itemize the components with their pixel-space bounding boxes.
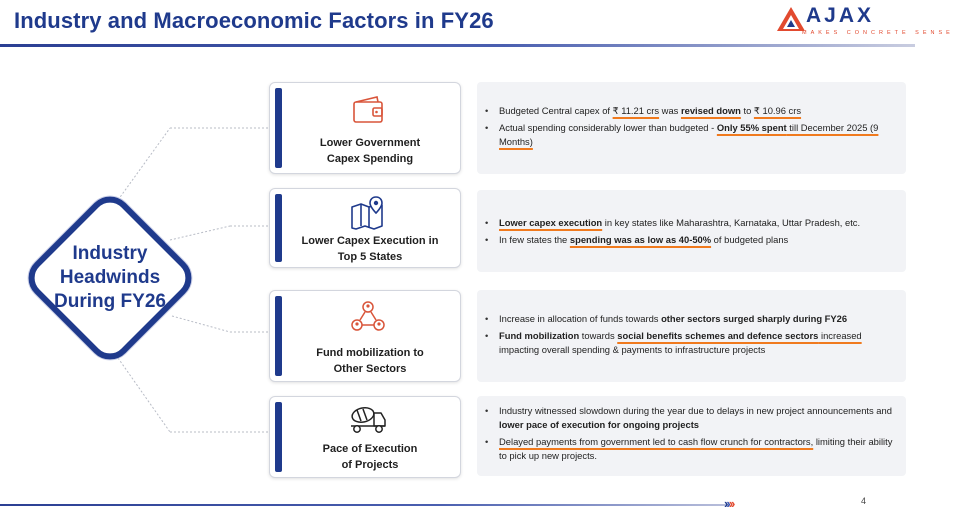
detail-panel-execution-pace [477,396,906,476]
network-people-icon [348,299,388,335]
bullet-list [497,82,896,149]
bullet-text: Actual spending considerably lower than budgeted - [499,122,717,133]
bullet-item [497,435,896,463]
bullet-text: Budgeted Central capex of [499,105,613,116]
bullet-list [497,396,896,463]
hub-label: Industry Headwinds During FY26 [54,243,166,312]
bullet-text: in key states like Maharashtra, Karnataka, Uttar Pradesh, etc. [602,217,861,228]
mixer-truck-icon [348,401,388,437]
bullet-text: ₹ 10.96 crs [753,105,802,116]
bullet-list [497,190,896,247]
detail-panel-government-capex [477,82,906,174]
bullet-item [497,312,896,326]
bullet-text: Industry witnessed slowdown during the year due to delays in new project announcements and [499,405,892,416]
bullet-text: lower pace of execution for ongoing projects [499,419,700,430]
bullet-text: Lower capex execution [499,217,603,228]
bullet-item [497,104,896,118]
logo-wordmark: AJAX [806,4,875,27]
bullet-text: Fund mobilization [499,330,580,341]
bullet-item [497,329,896,357]
card-label: Pace of Execution of Projects [322,443,418,471]
bullet-text: increased [818,330,862,341]
bullet-text: spending was as low as 40-50% [569,234,712,245]
card-label: Lower Government Capex Spending [319,137,421,165]
bullet-text: to [740,105,754,116]
page-title: Industry and Macroeconomic Factors in FY26 [14,8,494,33]
bullet-text: revised down [680,105,741,116]
logo-tagline: MAKES CONCRETE SENSE [802,30,954,36]
bullet-text: social benefits schemes and defence sectors [617,330,819,341]
bullet-text: till December 2025 (9 Months) [499,122,879,147]
industry-headwinds-hub [20,188,200,368]
wallet-icon [348,93,388,129]
bullet-text: ₹ 11.21 crs [612,105,660,116]
bullet-text: towards [579,330,618,341]
bullet-text: Delayed payments from government led to cash flow crunch for contractors, [499,436,814,447]
bullet-text: Only 55% spent [716,122,787,133]
footer-arrows-icon: ›››› [724,496,734,511]
page-number: 4 [861,496,867,506]
card-label: Fund mobilization to Other Sectors [316,347,424,375]
bullet-text: impacting overall spending & payments to infrastructure projects [499,344,766,355]
card-label: Lower Capex Execution in Top 5 States [301,235,439,263]
bullet-text: was [659,105,681,116]
detail-panel-fund-mobilization [477,290,906,382]
bullet-item [497,216,896,230]
factor-card-government-capex [269,82,461,174]
detail-panel-state-capex [477,190,906,272]
card-accent-bar [275,194,282,262]
card-accent-bar [275,296,282,376]
footer-divider [0,504,730,506]
bullet-item [497,404,896,432]
bullet-item [497,233,896,247]
factor-card-state-capex [269,188,461,268]
card-accent-bar [275,88,282,168]
map-pin-icon [348,195,388,231]
factor-card-execution-pace [269,396,461,478]
factor-card-fund-mobilization [269,290,461,382]
bullet-list [497,290,896,357]
bullet-text: limiting their ability to pick up new projects. [499,436,893,461]
bullet-text: other sectors surged sharply during FY26 [661,313,848,324]
bullet-text: of budgeted plans [711,234,789,245]
bullet-item [497,121,896,149]
card-accent-bar [275,402,282,472]
bullet-text: In few states the [499,234,570,245]
bullet-text: Increase in allocation of funds towards [499,313,662,324]
